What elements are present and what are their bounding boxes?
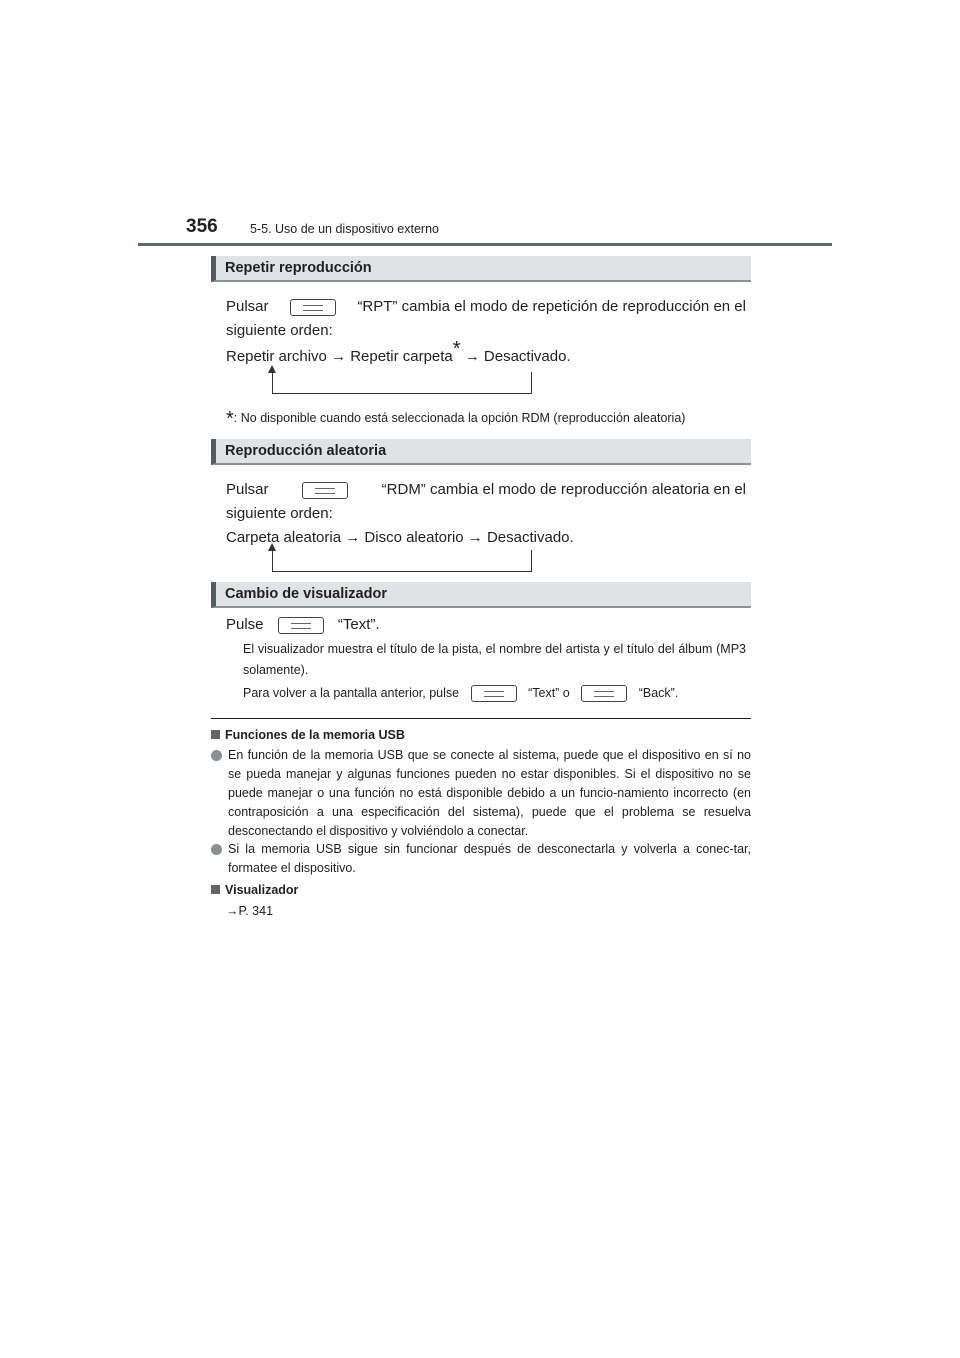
asterisk-icon: * (452, 338, 461, 360)
section-title: 5-5. Uso de un dispositivo externo (250, 222, 439, 236)
note-usb-title: Funciones de la memoria USB (211, 726, 751, 745)
display-text-label: “Text”. (337, 616, 380, 633)
display-pulse: Pulse (226, 616, 264, 633)
repeat-pulsar: Pulsar (226, 298, 269, 315)
random-line-1 (226, 478, 746, 502)
cycle-bracket (272, 550, 532, 572)
note-display-title: Visualizador (211, 881, 751, 900)
back-post: “Back”. (638, 686, 679, 700)
random-rdm-text: “RDM” cambia el modo de reproducción aleatoria en el (381, 481, 746, 498)
circle-bullet-icon (211, 844, 222, 855)
footnote (226, 408, 685, 431)
arrow-up-icon (268, 543, 276, 551)
button-key-icon (278, 617, 324, 634)
random-pulsar: Pulsar (226, 481, 269, 498)
heading-random-label: Reproducción aleatoria (225, 443, 387, 459)
square-bullet-icon (211, 885, 220, 894)
page-reference-link[interactable]: →P. 341 (226, 904, 274, 918)
header-rule (138, 243, 832, 246)
usb-bullet-2-text: Si la memoria USB sigue sin funcionar después de desconectarla y volverla a conec-tar, formatee el dispositivo. (228, 842, 751, 875)
random-line-2: siguiente orden: (226, 505, 333, 522)
cycle-bracket (272, 372, 532, 394)
heading-repeat (211, 256, 751, 282)
display-back-line (243, 683, 746, 704)
button-key-icon (302, 482, 348, 499)
display-instructions (226, 613, 746, 637)
heading-display (211, 582, 751, 608)
section-separator (211, 718, 751, 719)
repeat-order-b: → Desactivado. (460, 348, 571, 365)
display-description: El visualizador muestra el título de la pista, el nombre del artista y el título del álbum (MP3 solamente). (243, 642, 746, 677)
repeat-instructions (226, 295, 746, 369)
list-item (211, 840, 751, 878)
heading-display-label: Cambio de visualizador (225, 586, 387, 602)
arrow-up-icon (268, 365, 276, 373)
repeat-line-2: siguiente orden: (226, 322, 333, 339)
repeat-order-a: Repetir archivo → Repetir carpeta (226, 348, 453, 365)
heading-random (211, 439, 751, 465)
random-line-3: Carpeta aleatoria → Disco aleatorio → Desactivado. (226, 529, 574, 546)
button-key-icon (471, 685, 517, 702)
usb-bullet-1-text: En función de la memoria USB que se conecte al sistema, puede que el dispositivo en sí no se pueda manejar y algunas funciones pueden no estar disponibles. Si el dispositivo no se puede manejar o una función no está disponible debido a un funcio-namiento incorrecto (en contraposición a una especificación del sistema), puede que el problema se resuelva desconectando el dispositivo y volviéndolo a conectar. (228, 748, 751, 838)
button-key-icon (290, 299, 336, 316)
footnote-asterisk-icon: * (226, 408, 234, 430)
repeat-line-1 (226, 295, 746, 319)
back-mid: “Text” o (528, 686, 570, 700)
circle-bullet-icon (211, 750, 222, 761)
heading-repeat-label: Repetir reproducción (225, 260, 372, 276)
repeat-line-3 (226, 338, 746, 369)
button-key-icon (581, 685, 627, 702)
footnote-text: : No disponible cuando está seleccionada la opción RDM (reproducción aleatoria) (233, 411, 686, 425)
list-item (211, 746, 751, 841)
page-number: 356 (186, 216, 218, 237)
random-instructions (226, 478, 746, 550)
square-bullet-icon (211, 730, 220, 739)
back-pre: Para volver a la pantalla anterior, pulse (243, 686, 460, 700)
repeat-rpt-text: “RPT” cambia el modo de repetición de reproducción en el (357, 298, 746, 315)
